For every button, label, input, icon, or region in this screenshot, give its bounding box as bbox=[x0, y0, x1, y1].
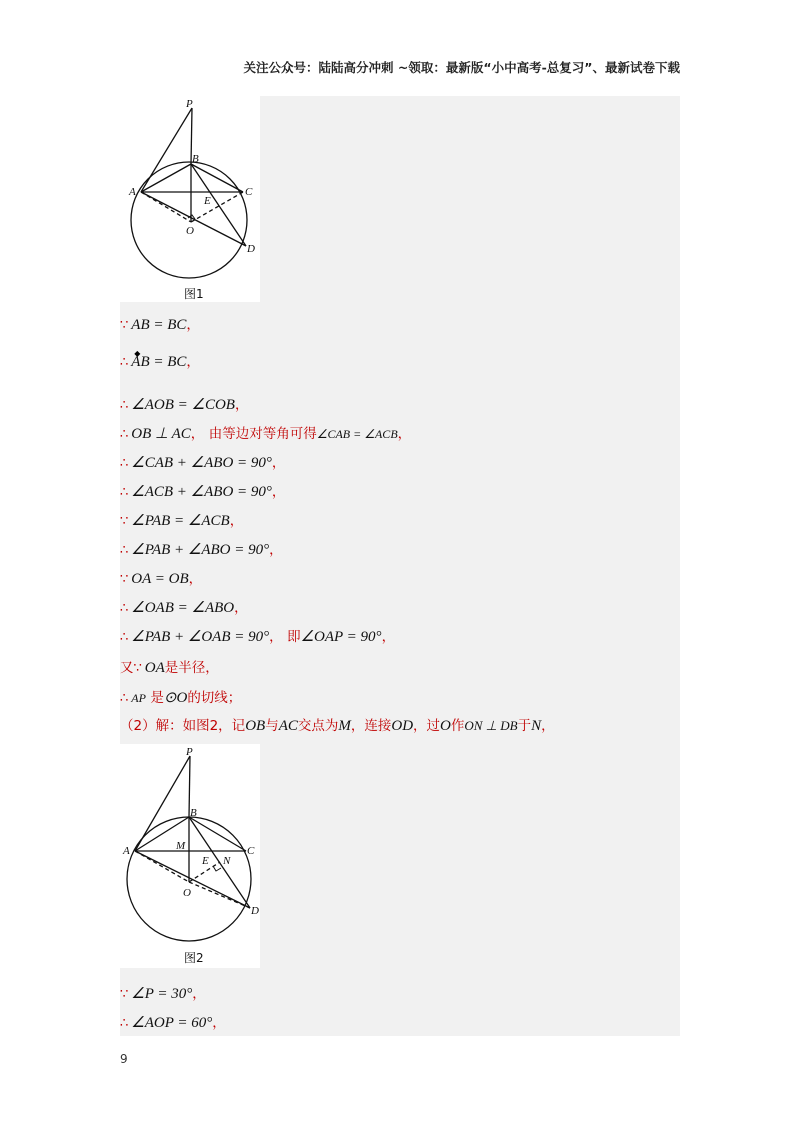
math-expression: ∠ACB + ∠ABO = 90° bbox=[131, 484, 272, 500]
explanation-text: 由等边对等角可得 bbox=[208, 426, 317, 442]
fig1-label-p: P bbox=[186, 98, 193, 110]
fig1-label-a: A bbox=[129, 186, 136, 198]
punctuation: ， bbox=[186, 354, 200, 370]
math-expression: AB = BC bbox=[131, 317, 187, 333]
fig1-label-c: C bbox=[245, 186, 253, 198]
proof-line-tangent bbox=[120, 688, 241, 709]
punctuation: ， bbox=[186, 317, 200, 333]
math-expression: ∠AOB = ∠COB bbox=[131, 397, 235, 413]
math-expression: O bbox=[440, 718, 451, 734]
therefore-symbol: ∴ bbox=[120, 691, 129, 706]
explanation-text: 是半径， bbox=[164, 660, 219, 676]
arc-marks: ◆ AB = BC bbox=[131, 352, 186, 372]
math-expression: OD bbox=[391, 718, 414, 734]
therefore-symbol: ∴ bbox=[120, 427, 129, 442]
proof-line bbox=[120, 984, 206, 1005]
fig2-label-m: M bbox=[176, 840, 186, 852]
page-number: 9 bbox=[120, 1052, 128, 1066]
punctuation: ， bbox=[229, 513, 244, 529]
therefore-symbol: ∴ bbox=[120, 630, 129, 645]
math-expression: ∠PAB + ∠ABO = 90° bbox=[131, 542, 270, 558]
fig1-label-e: E bbox=[204, 195, 211, 207]
punctuation: ， bbox=[190, 426, 205, 442]
math-expression: ∠PAB = ∠ACB bbox=[131, 513, 230, 529]
fig2-label-o: O bbox=[183, 887, 191, 899]
fig1-label-o: O bbox=[186, 225, 194, 237]
therefore-symbol: ∴ bbox=[120, 543, 129, 558]
math-expression: OA bbox=[144, 660, 165, 676]
proof-line bbox=[120, 453, 285, 474]
math-expression: ∠AOP = 60° bbox=[131, 1015, 213, 1031]
math-expression: ∠P = 30° bbox=[131, 986, 193, 1002]
math-expression: ON ⊥ DB bbox=[464, 718, 518, 733]
circle-symbol: ⊙O bbox=[163, 690, 188, 706]
math-expression: M bbox=[338, 718, 351, 734]
punctuation: ， bbox=[234, 600, 248, 616]
because-symbol: ∵ bbox=[120, 514, 129, 529]
part2-text: ，连接 bbox=[350, 718, 392, 734]
therefore-symbol: ∴ bbox=[120, 456, 129, 471]
part2-text: ，过 bbox=[413, 718, 441, 734]
part2-text: 交点为 bbox=[297, 718, 339, 734]
math-expression: OA = OB bbox=[131, 571, 189, 587]
figure2-caption: 图2 bbox=[184, 951, 204, 965]
therefore-symbol: ∴ bbox=[120, 485, 129, 500]
figure1-diagram bbox=[120, 96, 260, 306]
proof-line bbox=[120, 424, 411, 445]
proof-line bbox=[120, 482, 285, 503]
figure2-diagram bbox=[120, 744, 260, 970]
therefore-symbol: ∴ bbox=[120, 601, 129, 616]
punctuation: ， bbox=[397, 426, 412, 442]
proof-line bbox=[120, 352, 200, 373]
part2-text: （2）解：如图2，记 bbox=[120, 718, 246, 734]
proof-line bbox=[120, 598, 248, 619]
arc-equality bbox=[131, 354, 186, 370]
proof-line bbox=[120, 627, 395, 648]
therefore-symbol: ∴ bbox=[120, 355, 129, 370]
punctuation: ， bbox=[271, 484, 286, 500]
fig2-label-p: P bbox=[186, 746, 193, 758]
therefore-symbol: ∴ bbox=[120, 398, 129, 413]
page-header: 关注公众号：陆陆高分冲刺 ~领取：最新版“小中高考-总复习”、最新试卷下载 bbox=[243, 60, 680, 75]
math-expression: AC bbox=[278, 718, 298, 734]
proof-line bbox=[120, 540, 283, 561]
because-symbol: ∵ bbox=[133, 661, 142, 676]
fig2-label-d: D bbox=[251, 905, 259, 917]
part2-text: 于 bbox=[517, 718, 532, 734]
part2-text: 作 bbox=[450, 718, 465, 734]
math-expression: ∠PAB + ∠OAB = 90° bbox=[131, 629, 270, 645]
fig2-label-n: N bbox=[223, 855, 231, 867]
punctuation: ， bbox=[271, 455, 286, 471]
proof-line bbox=[120, 1013, 226, 1034]
fig2-label-a: A bbox=[123, 845, 130, 857]
fig1-label-b: B bbox=[192, 153, 199, 165]
proof-line bbox=[120, 395, 248, 416]
part2-text: ， bbox=[541, 718, 555, 734]
math-expression: ∠OAP = 90° bbox=[300, 629, 382, 645]
punctuation: ， bbox=[381, 629, 396, 645]
because-symbol: ∵ bbox=[120, 987, 129, 1002]
also-text: 又 bbox=[120, 660, 134, 676]
part2-intro bbox=[120, 716, 555, 736]
fig2-label-b: B bbox=[190, 807, 197, 819]
math-expression: OB bbox=[245, 718, 266, 734]
math-expression: ∠OAB = ∠ABO bbox=[131, 600, 235, 616]
math-expression: N bbox=[531, 718, 542, 734]
figure1-caption: 图1 bbox=[184, 287, 204, 301]
fig1-label-d: D bbox=[247, 243, 255, 255]
fig2-label-e: E bbox=[202, 855, 209, 867]
punctuation: ， bbox=[212, 1015, 226, 1031]
math-expression: AP bbox=[131, 691, 146, 705]
punctuation: ， bbox=[192, 986, 206, 1002]
math-expression: OB ⊥ AC bbox=[131, 426, 191, 442]
punctuation: ， bbox=[188, 571, 203, 587]
proof-line-radius bbox=[120, 658, 219, 679]
proof-line bbox=[120, 511, 243, 532]
explanation-text: 的切线； bbox=[187, 690, 242, 706]
because-symbol: ∵ bbox=[120, 572, 129, 587]
punctuation: ， bbox=[269, 542, 283, 558]
proof-line bbox=[120, 315, 200, 336]
explanation-text: 即 bbox=[287, 629, 301, 645]
punctuation: ， bbox=[269, 629, 283, 645]
because-symbol: ∵ bbox=[120, 318, 129, 333]
punctuation: ， bbox=[234, 397, 249, 413]
math-expression: ∠CAB = ∠ACB bbox=[316, 427, 398, 441]
part2-text: 与 bbox=[265, 718, 279, 734]
explanation-text: 是 bbox=[150, 690, 164, 706]
proof-line bbox=[120, 569, 202, 590]
fig2-label-c: C bbox=[247, 845, 255, 857]
therefore-symbol: ∴ bbox=[120, 1016, 129, 1031]
math-expression: ∠CAB + ∠ABO = 90° bbox=[131, 455, 272, 471]
